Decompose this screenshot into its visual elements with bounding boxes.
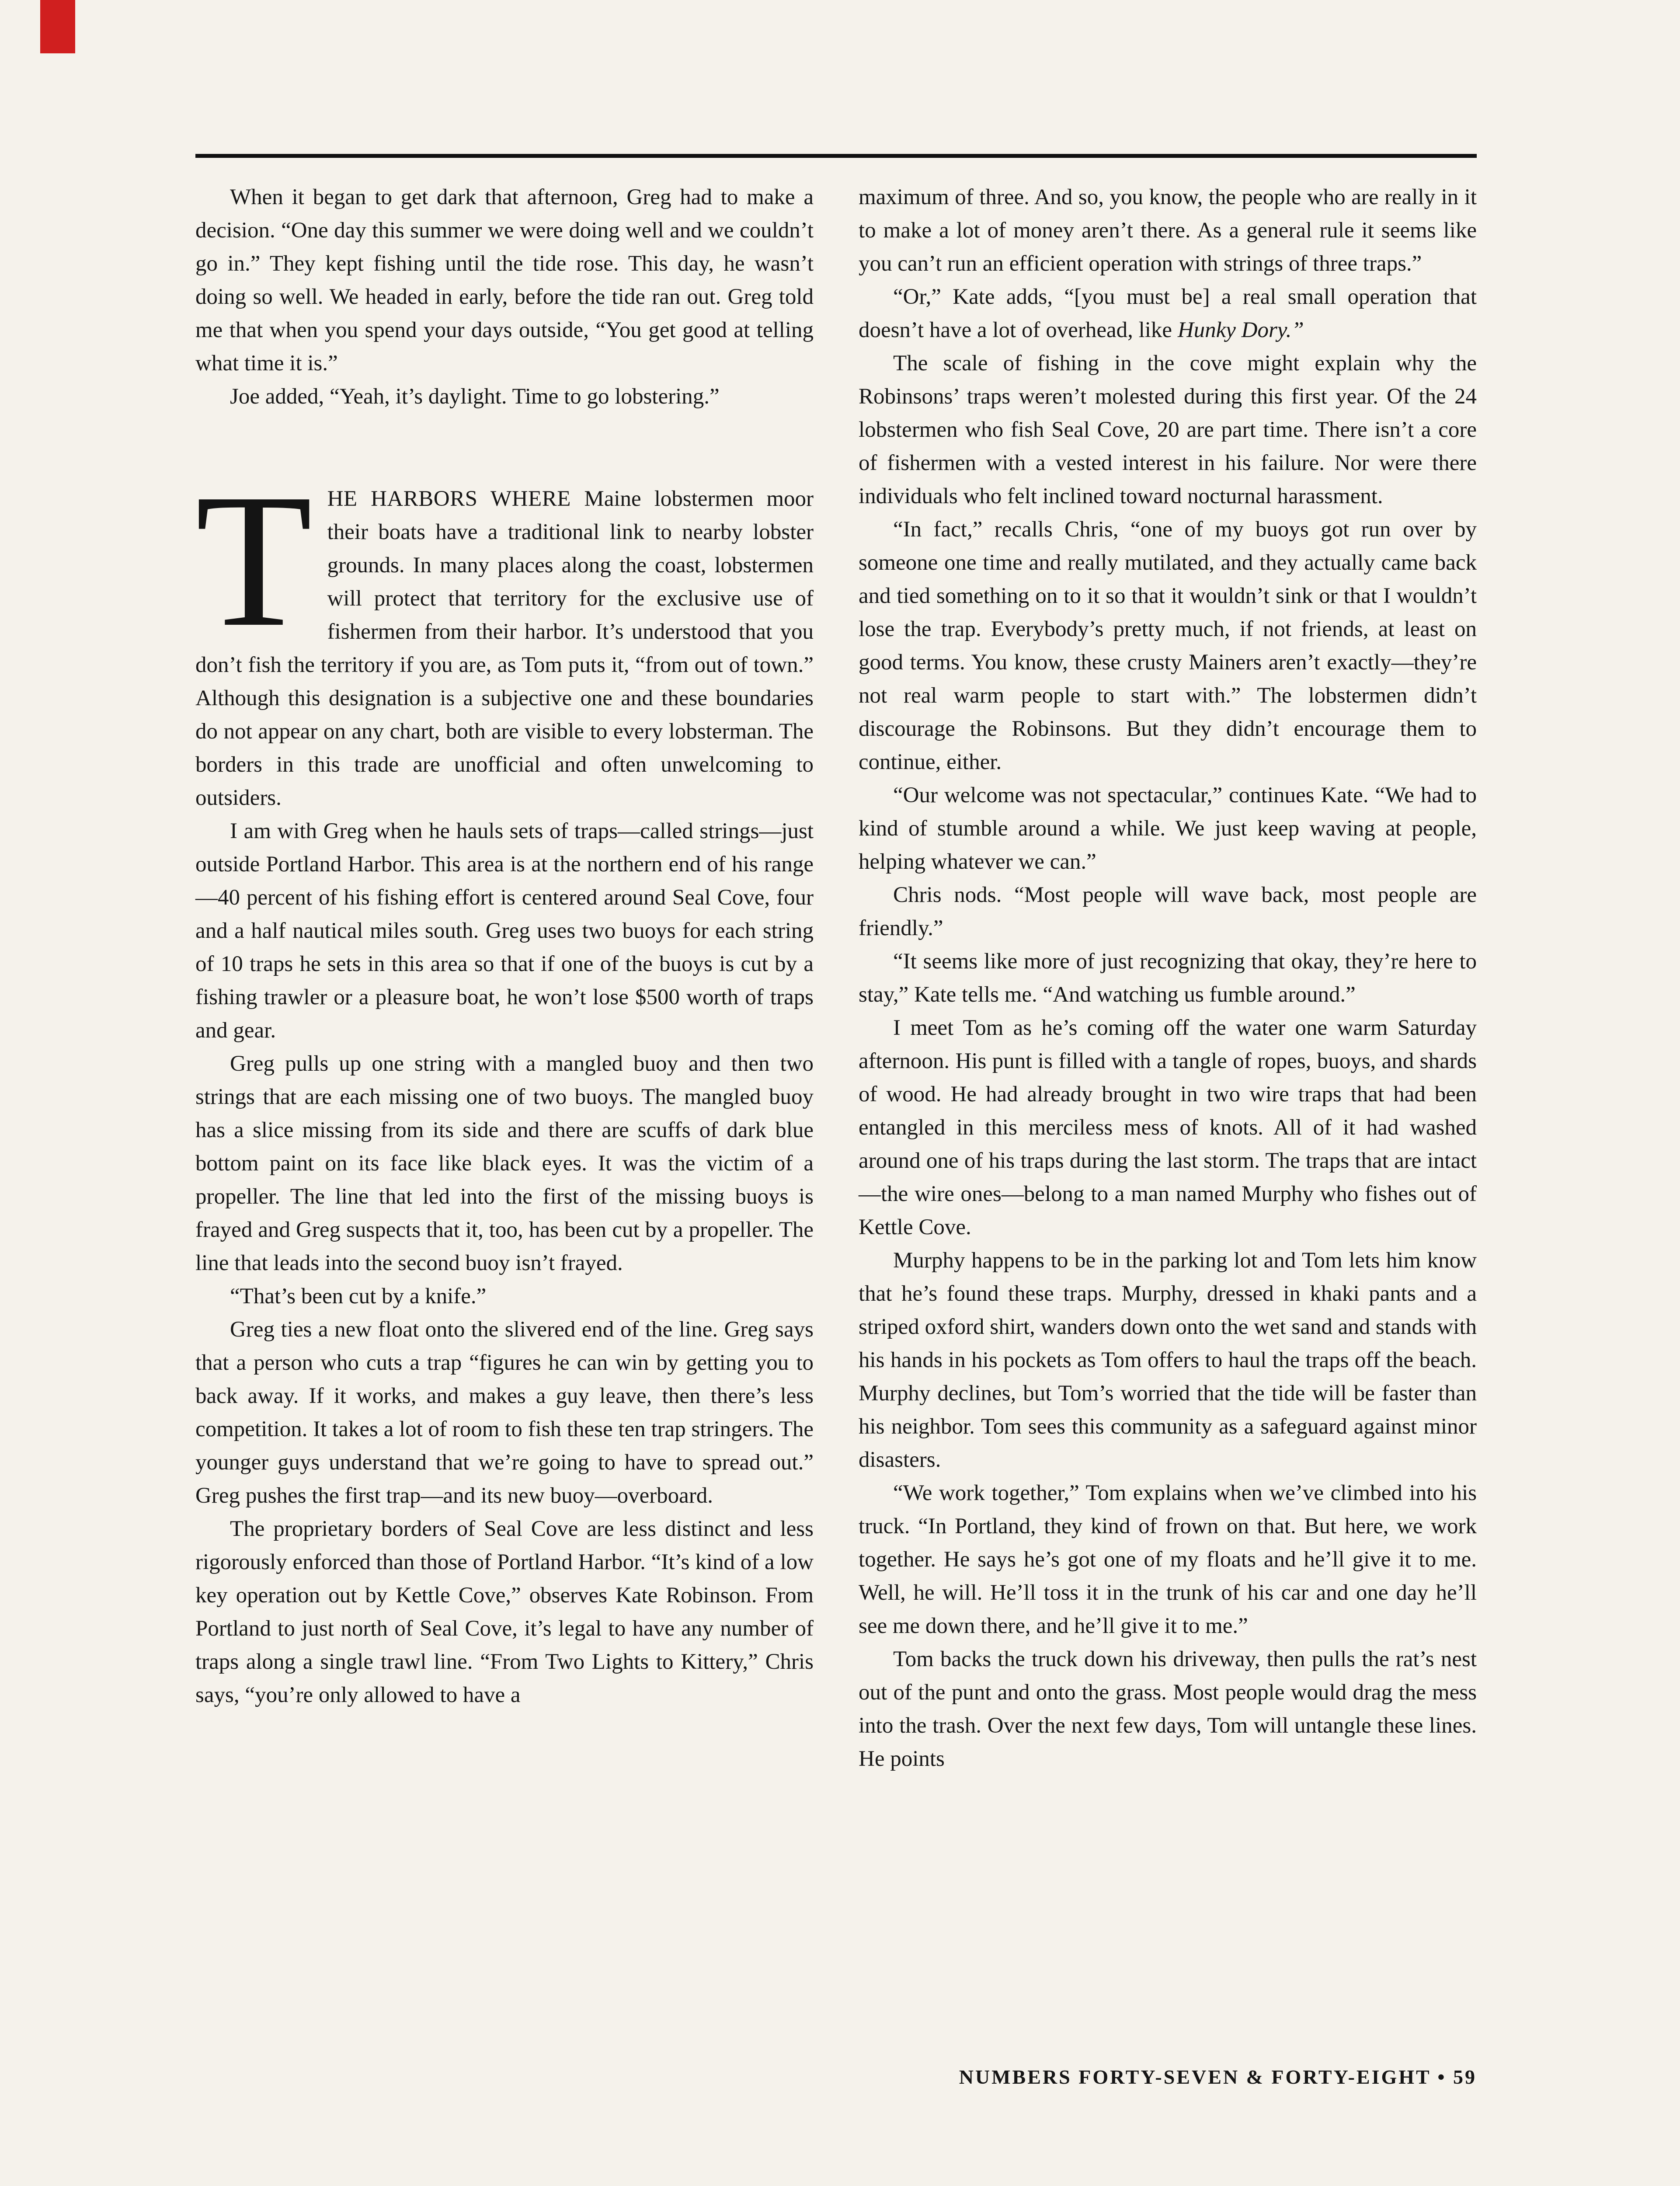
paragraph: Greg ties a new float onto the slivered end of the line. Greg says that a person who cuts a trap “figures he can win by getting you to back away. If it works, and makes a guy leave, then there’s less competition. It takes a lot of room to fish these ten trap stringers. The younger guys understand that we’re going to have to spread out.” Greg pushes the first trap—and its new buoy—overboard.: [195, 1317, 814, 1508]
italic-text-run: Hunky Dory.”: [1177, 318, 1304, 342]
right-column: [859, 181, 1477, 1775]
paragraph: I am with Greg when he hauls sets of traps—called strings—just outside Portland Harbor. This area is at the northern end of his range—40 percent of his fishing effort is centered around Seal Cove, four and a half nautical miles south. Greg uses two buoys for each string of 10 traps he sets in this area so that if one of the buoys is cut by a fishing trawler or a pleasure boat, he won’t lose $500 worth of traps and gear.: [195, 819, 814, 1043]
paragraph: I meet Tom as he’s coming off the water one warm Saturday afternoon. His punt is filled with a tangle of ropes, buoys, and shards of wood. He had already brought in two wire traps that had been entangled in this merciless mess of knots. All of it had washed around one of his traps during the last storm. The traps that are intact—the wire ones—belong to a man named Murphy who fishes out of Kettle Cove.: [859, 1016, 1477, 1239]
paragraph: “In fact,” recalls Chris, “one of my buoys got run over by someone one time and really mutilated, and they actually came back and tied something on to it so that it wouldn’t sink or that I wouldn’t lose the trap. Everybody’s pretty much, if not friends, at least on good terms. You know, these crusty Mainers aren’t exactly—they’re not real warm people to start with.” The lobstermen didn’t discourage the Robinsons. But they didn’t encourage them to continue, either.: [859, 517, 1477, 774]
text-columns: [195, 181, 1477, 1775]
paragraph: Greg pulls up one string with a mangled buoy and then two strings that are each missing one of two buoys. The mangled buoy has a slice missing from its side and there are scuffs of dark blue bottom paint on its face like black eyes. It was the victim of a propeller. The line that led into the first of the missing buoys is frayed and Greg suspects that it, too, has been cut by a propeller. The line that leads into the second buoy isn’t frayed.: [195, 1051, 814, 1275]
paragraph: “Our welcome was not spectacular,” continues Kate. “We had to kind of stumble around a while. We just keep waving at people, helping whatever we can.”: [859, 783, 1477, 874]
paragraph: “We work together,” Tom explains when we’ve climbed into his truck. “In Portland, they kind of frown on that. But here, we work together. He says he’s got one of my floats and he’ll give it to me. Well, he will. He’ll toss it in the trunk of his car and one day he’ll see me down there, and he’ll give it to me.”: [859, 1481, 1477, 1638]
dropcap-letter: T: [195, 454, 313, 666]
paragraph: “That’s been cut by a knife.”: [230, 1284, 487, 1309]
paragraph: When it began to get dark that afternoon, Greg had to make a decision. “One day this summer we were doing well and we couldn’t go in.” They kept fishing until the tide rose. This day, he wasn’t doing so well. We headed in early, before the tide ran out. Greg told me that when you spend your days outside, “You get good at telling what time it is.”: [195, 185, 814, 376]
section-lead-in: HE HARBORS WHERE: [327, 487, 584, 511]
red-print-mark: [40, 0, 75, 53]
paragraph: Tom backs the truck down his driveway, then pulls the rat’s nest out of the punt and onto the grass. Most people would drag the mess into the trash. Over the next few days, Tom will untangle these lines. He points: [859, 1647, 1477, 1771]
paragraph: Chris nods. “Most people will wave back, most people are friendly.”: [859, 883, 1477, 940]
page-footer: NUMBERS FORTY-SEVEN & FORTY-EIGHT • 59: [959, 2066, 1477, 2088]
text-run: “Or,” Kate adds, “[you must be] a real small operation that doesn’t have a lot of overhead, like: [859, 285, 1477, 342]
paragraph: Joe added, “Yeah, it’s daylight. Time to go lobstering.”: [230, 384, 720, 409]
paragraph: maximum of three. And so, you know, the people who are really in it to make a lot of money aren’t there. As a general rule it seems like you can’t run an efficient operation with strings of three traps.”: [859, 185, 1477, 276]
paragraph: The scale of fishing in the cove might explain why the Robinsons’ traps weren’t molested during this first year. Of the 24 lobstermen who fish Seal Cove, 20 are part time. There isn’t a core of fishermen with a vested interest in his failure. Nor were there individuals who felt inclined toward nocturnal harassment.: [859, 351, 1477, 508]
page-content: [195, 154, 1477, 1775]
paragraph: The proprietary borders of Seal Cove are less distinct and less rigorously enforced than those of Portland Harbor. “It’s kind of a low key operation out by Kettle Cove,” observes Kate Robinson. From Portland to just north of Seal Cove, it’s legal to have any number of traps along a single trawl line. “From Two Lights to Kittery,” Chris says, “you’re only allowed to have a: [195, 1517, 814, 1707]
top-rule: [195, 154, 1477, 158]
paragraph: [859, 280, 1477, 347]
paragraph: “It seems like more of just recognizing that okay, they’re here to stay,” Kate tells me. “And watching us fumble around.”: [859, 949, 1477, 1007]
paragraph: Murphy happens to be in the parking lot and Tom lets him know that he’s found these traps. Murphy, dressed in khaki pants and a striped oxford shirt, wanders down onto the wet sand and stands with his hands in his pockets as Tom offers to haul the traps off the beach. Murphy declines, but Tom’s worried that the tide will be faster than his neighbor. Tom sees this community as a safeguard against minor disasters.: [859, 1248, 1477, 1472]
left-column: [195, 181, 814, 1712]
paragraph: THE HARBORS WHERE Maine lobstermen moor their boats have a traditional link to nearby lobster grounds. In many places along the coast, lobstermen will protect that territory for the exclusive use of fishermen from their harbor. It’s understood that you don’t fish the territory if you are, as Tom puts it, “from out of town.” Although this designation is a subjective one and these boundaries do not appear on any chart, both are visible to every lobsterman. The borders in this trade are unofficial and often unwelcoming to outsiders.: [195, 454, 814, 810]
